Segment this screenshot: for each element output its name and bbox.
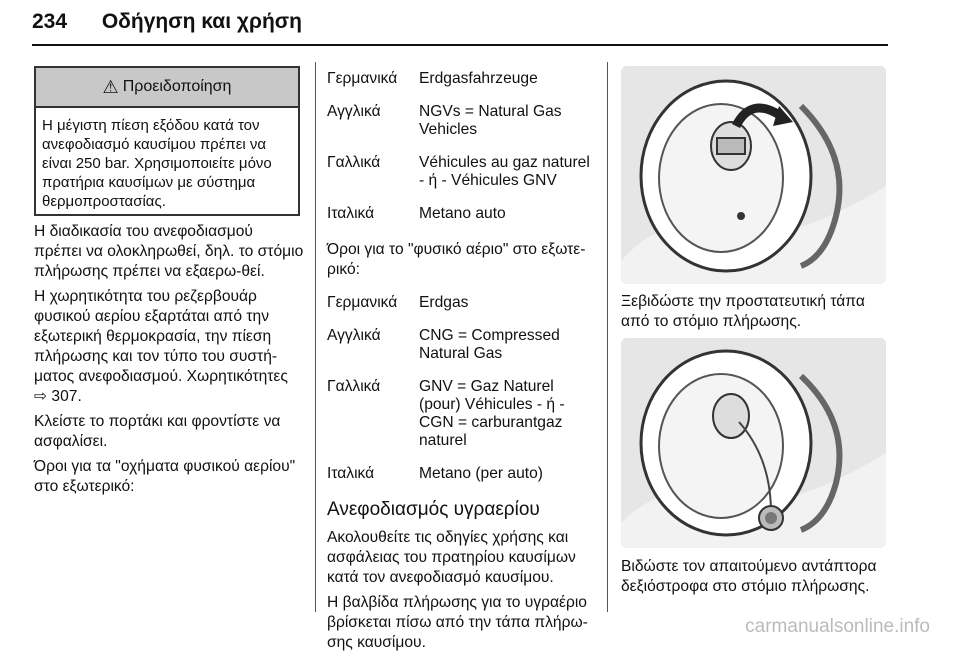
caption-2: Βιδώστε τον απαιτούμενο αντάπτορα δεξιόστροφα στο στόμιο πλήρωσης. (621, 558, 877, 595)
table-row: Γαλλικά Véhicules au gaz naturel - ή - Véhicules GNV (327, 154, 590, 189)
adapter-illustration (621, 338, 886, 548)
reference-arrow-icon[interactable]: ⇨ (34, 388, 48, 405)
column-1-text (34, 222, 304, 502)
warning-text: Η μέγιστη πίεση εξόδου κατά τον ανεφοδιασμό καυσίμου πρέπει να είναι 250 bar. Χρησιμοποιείτε μόνο πρατήρια καυσίμων με σύστημα θερμοπροστασίας. (42, 117, 272, 210)
paragraph: Όροι για το "φυσικό αέριο" στο εξωτε-ρικό: (327, 241, 586, 278)
fuel-filler-cap-illustration (621, 66, 886, 284)
header-rule (32, 44, 888, 46)
table-row: Ιταλικά Metano auto (327, 205, 506, 222)
paragraph: Η χωρητικότητα του ρεζερβουάρ φυσικού αερίου εξαρτάται από την εξωτερική θερμοκρασία, την πίεση πλήρωσης και τον τύπο του συστή-ματος ανεφοδιασμού. Χωρητικότητες ⇨ 307. (34, 288, 288, 405)
terms-table-vehicles (327, 70, 599, 238)
page-title: Οδήγηση και χρήση (101, 10, 302, 33)
warning-title: Προειδοποίηση (122, 78, 232, 95)
page-reference[interactable]: 307. (51, 388, 82, 405)
fuel-filler-cap-drawing (621, 66, 886, 284)
column-divider (607, 62, 608, 612)
table-row: Ιταλικά Metano (per auto) (327, 465, 543, 482)
paragraph: Η βαλβίδα πλήρωσης για το υγραέριο βρίσκεται πίσω από την τάπα πλήρω-σης καυσίμου. (327, 594, 588, 651)
adapter-drawing (621, 338, 886, 548)
column-divider (315, 62, 316, 612)
terms-table-gas (327, 294, 599, 498)
page-number: 234 (32, 10, 68, 33)
warning-box (34, 66, 300, 216)
warning-icon: ⚠ (102, 76, 119, 97)
caption-1: Ξεβιδώστε την προστατευτική τάπα από το στόμιο πλήρωσης. (621, 293, 865, 330)
table-row: Γαλλικά GNV = Gaz Naturel (pour) Véhicules - ή - CGN = carburantgaz naturel (327, 378, 565, 449)
table-row: Αγγλικά NGVs = Natural Gas Vehicles (327, 103, 562, 138)
page-header (32, 10, 302, 34)
paragraph: Όροι για τα "οχήματα φυσικού αερίου" στο εξωτερικό: (34, 458, 296, 495)
watermark: carmanualsonline.info (745, 616, 930, 637)
paragraph: Ακολουθείτε τις οδηγίες χρήσης και ασφάλειας του πρατηρίου καυσίμων κατά τον ανεφοδιασμό καυσίμου. (327, 529, 576, 586)
table-row: Γερμανικά Erdgasfahrzeuge (327, 70, 538, 87)
table-row: Αγγλικά CNG = Compressed Natural Gas (327, 327, 560, 362)
paragraph: Η διαδικασία του ανεφοδιασμού πρέπει να ολοκληρωθεί, δηλ. το στόμιο πλήρωσης πρέπει να εξαερω-θεί. (34, 223, 304, 280)
warning-header (36, 68, 298, 108)
section-heading: Ανεφοδιασμός υγραερίου (327, 499, 540, 520)
paragraph: Κλείστε το πορτάκι και φροντίστε να ασφαλίσει. (34, 413, 281, 450)
column-2-text (327, 70, 599, 658)
table-row: Γερμανικά Erdgas (327, 294, 469, 311)
